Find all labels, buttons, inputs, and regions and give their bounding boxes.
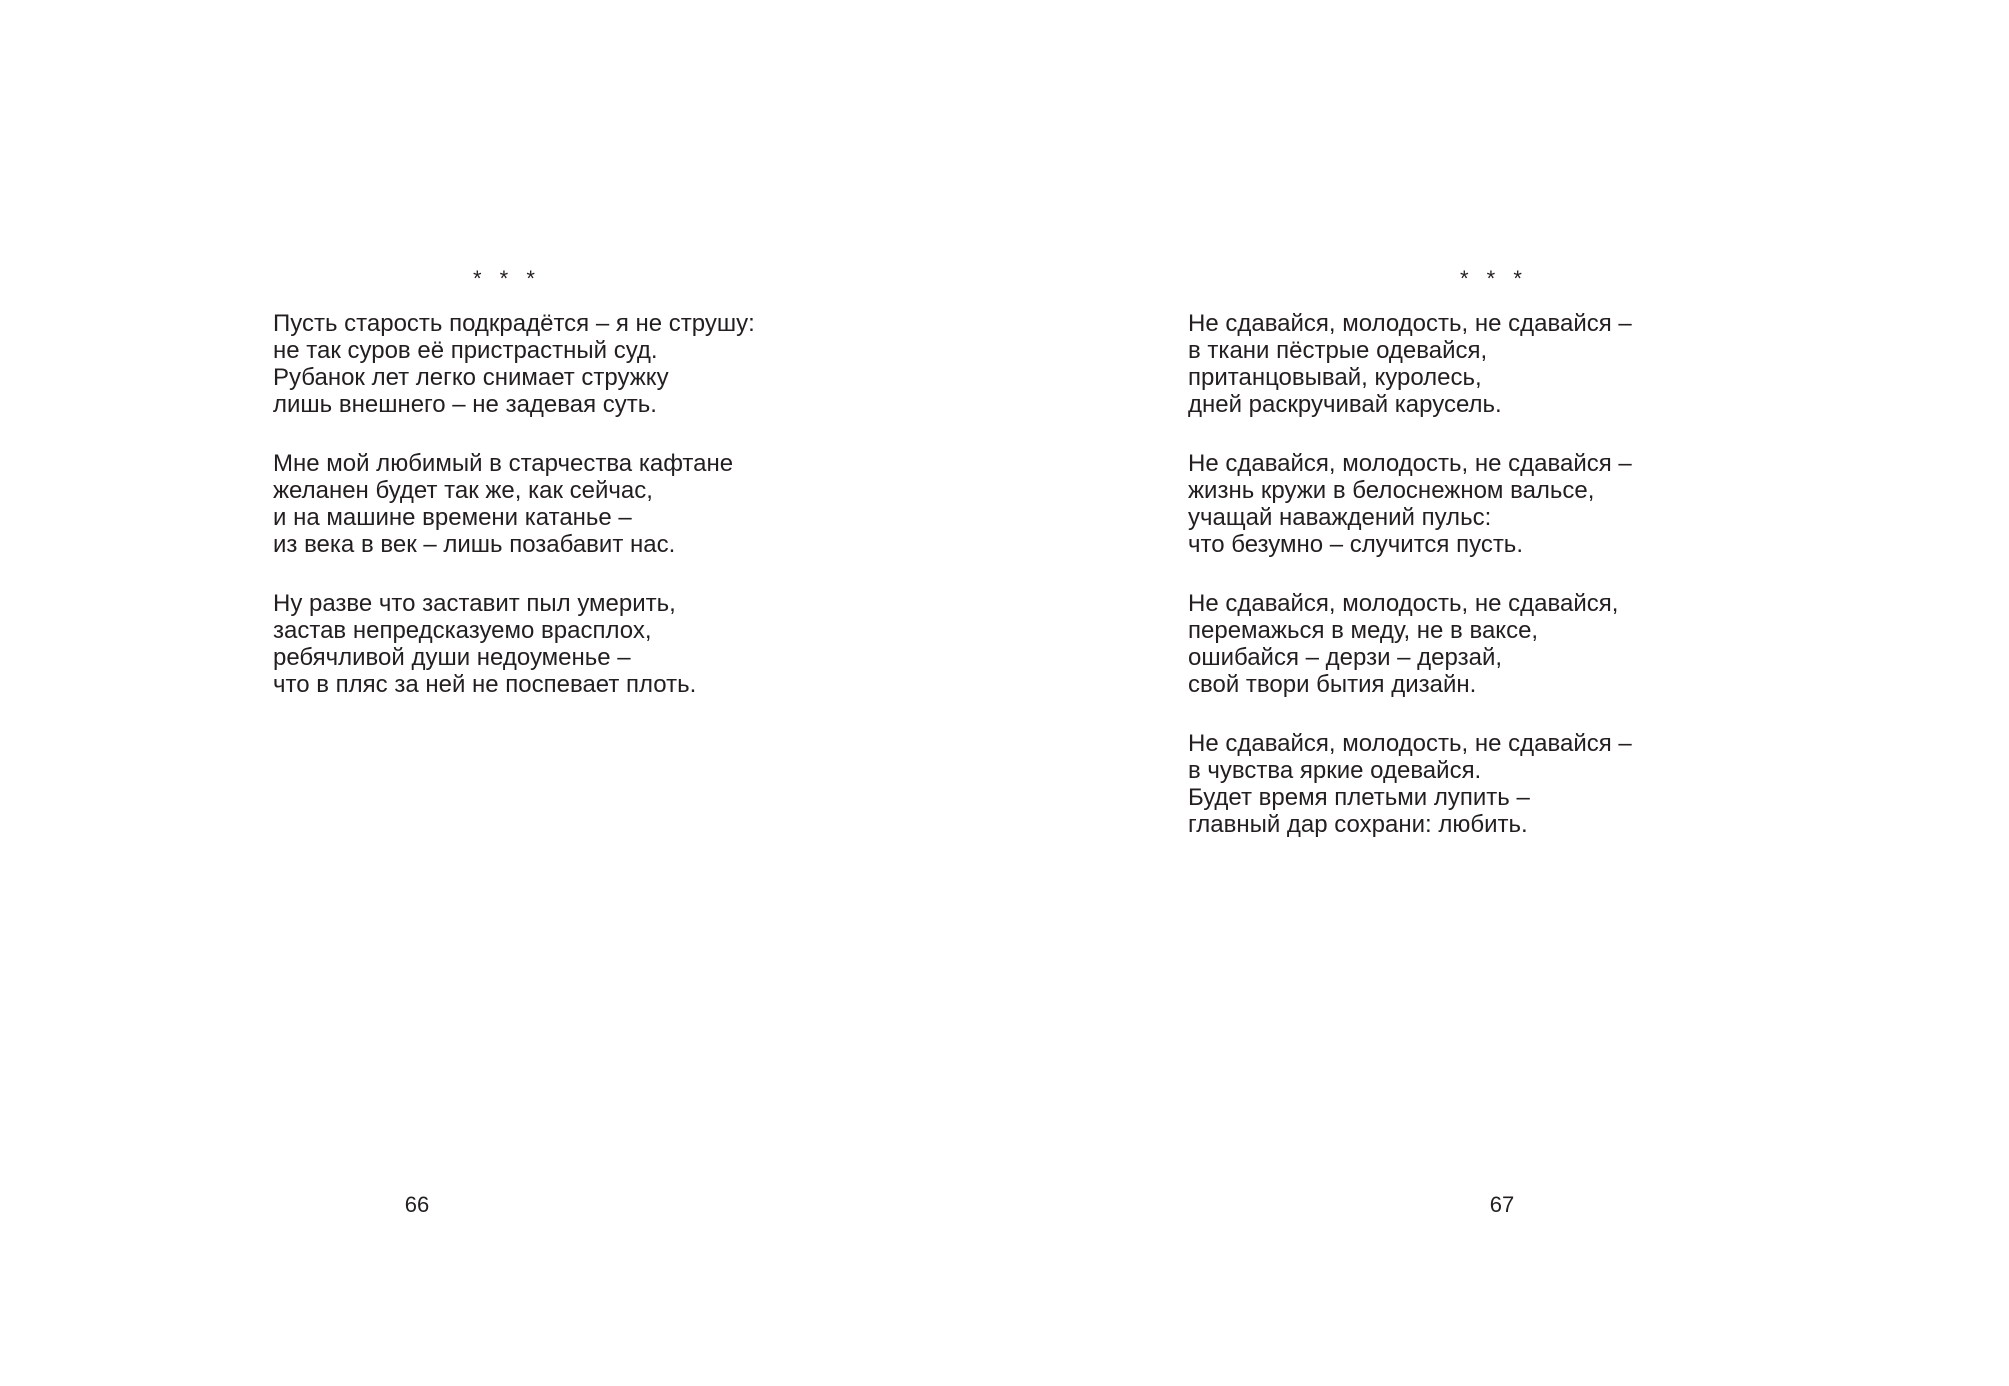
poem-right [1188,266,1848,838]
poem-line: что в пляс за ней не поспевает плоть. [273,671,697,698]
stanza [1188,590,1848,698]
stanza [1188,730,1848,838]
poem-line: Не сдавайся, молодость, не сдавайся – [1188,450,1632,477]
poem-line: не так суров её пристрастный суд. [273,337,658,364]
poem-line: перемажься в меду, не в ваксе, [1188,617,1539,644]
poem-line: лишь внешнего – не задевая суть. [273,391,657,418]
stanza [1188,310,1848,418]
poem-line: и на машине времени катанье – [273,504,632,531]
poem-line: учащай наваждений пульс: [1188,504,1492,531]
poem-line: Ну разве что заставит пыл умерить, [273,590,676,617]
poem-line: что безумно – случится пусть. [1188,531,1523,558]
poem-line: Мне мой любимый в старчества кафтане [273,450,734,477]
page-number-left: 66 [404,1192,430,1217]
stanza [1188,450,1848,558]
poem-line: Не сдавайся, молодость, не сдавайся – [1188,310,1632,337]
poem-line: Не сдавайся, молодость, не сдавайся, [1188,590,1619,617]
page-number-right: 67 [1489,1192,1515,1217]
stanza [273,450,933,558]
poem-line: застав непредсказуемо врасплох, [273,617,652,644]
poem-line: Пусть старость подкрадётся – я не струшу: [273,310,755,337]
poem-line: из века в век – лишь позабавит нас. [273,531,676,558]
poem-line: желанен будет так же, как сейчас, [273,477,653,504]
poem-line: свой твори бытия дизайн. [1188,671,1477,698]
poem-line: дней раскручивай карусель. [1188,391,1502,418]
stanza [273,590,933,698]
poem-line: в чувства яркие одевайся. [1188,757,1482,784]
page-right [1005,0,2009,1386]
poem-line: пританцовывай, куролесь, [1188,364,1482,391]
poem-line: Будет время плетьми лупить – [1188,784,1530,811]
page-left [0,0,1004,1386]
poem-line: жизнь кружи в белоснежном вальсе, [1188,477,1595,504]
poem-line: ошибайся – дерзи – дерзай, [1188,644,1503,671]
poem-line: ребячливой души недоуменье – [273,644,631,671]
poem-left [273,266,933,698]
poem-line: в ткани пёстрые одевайся, [1188,337,1488,364]
poem-line: Не сдавайся, молодость, не сдавайся – [1188,730,1632,757]
poem-line: Рубанок лет легко снимает стружку [273,364,669,391]
poem-separator: * * * [1460,266,1528,291]
poem-separator: * * * [473,266,541,291]
poem-line: главный дар сохрани: любить. [1188,811,1528,838]
stanza [273,310,933,418]
